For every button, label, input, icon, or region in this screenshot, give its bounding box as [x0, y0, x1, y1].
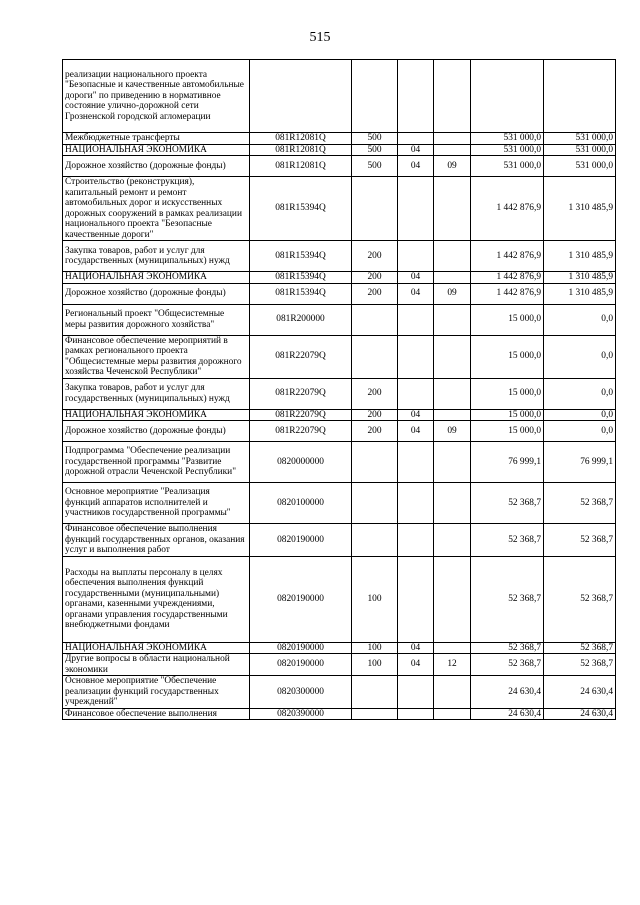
cell-pr: [434, 335, 471, 378]
cell-rz: 04: [398, 421, 434, 442]
cell-rz: [398, 60, 434, 133]
cell-v1: 15 000,0: [471, 304, 544, 335]
cell-rz: [398, 133, 434, 145]
cell-vr: [352, 483, 398, 524]
cell-v1: 15 000,0: [471, 335, 544, 378]
cell-v2: 52 368,7: [544, 642, 616, 654]
cell-v2: 1 310 485,9: [544, 241, 616, 272]
cell-name: НАЦИОНАЛЬНАЯ ЭКОНОМИКА: [63, 272, 250, 284]
cell-vr: [352, 335, 398, 378]
cell-name: Расходы на выплаты персоналу в целях обеспечения выполнения функций государственными (муниципальными) органами, казенными учреждениями, органами управления государственными внебюджетными фондами: [63, 556, 250, 642]
table-row: [63, 409, 616, 421]
cell-pr: [434, 556, 471, 642]
cell-v1: 24 630,4: [471, 676, 544, 709]
cell-pr: [434, 241, 471, 272]
cell-rz: [398, 241, 434, 272]
cell-vr: 100: [352, 556, 398, 642]
cell-name: Финансовое обеспечение мероприятий в рамках регионального проекта "Общесистемные меры развития дорожного хозяйства Чеченской Республики": [63, 335, 250, 378]
page-number: 515: [309, 30, 331, 45]
cell-code: 081R22079Q: [250, 335, 352, 378]
cell-rz: [398, 378, 434, 409]
cell-code: 081R12081Q: [250, 156, 352, 177]
cell-name: Дорожное хозяйство (дорожные фонды): [63, 421, 250, 442]
cell-v1: 1 442 876,9: [471, 177, 544, 241]
cell-v2: 76 999,1: [544, 442, 616, 483]
cell-vr: 200: [352, 272, 398, 284]
cell-pr: 09: [434, 421, 471, 442]
table-row: [63, 442, 616, 483]
cell-code: 081R12081Q: [250, 144, 352, 156]
table-row: [63, 524, 616, 557]
cell-vr: 100: [352, 654, 398, 676]
cell-code: 081R15394Q: [250, 177, 352, 241]
cell-vr: [352, 524, 398, 557]
cell-v1: 531 000,0: [471, 144, 544, 156]
cell-vr: [352, 708, 398, 720]
cell-v1: 52 368,7: [471, 642, 544, 654]
cell-rz: 04: [398, 283, 434, 304]
cell-code: 081R22079Q: [250, 409, 352, 421]
cell-v1: [471, 60, 544, 133]
cell-v2: 0,0: [544, 409, 616, 421]
cell-v2: 531 000,0: [544, 156, 616, 177]
cell-vr: [352, 442, 398, 483]
cell-name: НАЦИОНАЛЬНАЯ ЭКОНОМИКА: [63, 642, 250, 654]
cell-code: 081R12081Q: [250, 133, 352, 145]
table-row: [63, 335, 616, 378]
cell-pr: 09: [434, 283, 471, 304]
cell-rz: [398, 304, 434, 335]
table-row: [63, 177, 616, 241]
cell-pr: [434, 133, 471, 145]
cell-code: 081R22079Q: [250, 421, 352, 442]
cell-name: Закупка товаров, работ и услуг для государственных (муниципальных) нужд: [63, 241, 250, 272]
cell-name: Основное мероприятие "Обеспечение реализации функций государственных учреждений": [63, 676, 250, 709]
cell-v1: 1 442 876,9: [471, 241, 544, 272]
cell-name: Межбюджетные трансферты: [63, 133, 250, 145]
cell-pr: [434, 60, 471, 133]
cell-code: 081R200000: [250, 304, 352, 335]
cell-vr: 200: [352, 421, 398, 442]
cell-pr: 12: [434, 654, 471, 676]
cell-name: Дорожное хозяйство (дорожные фонды): [63, 156, 250, 177]
cell-code: 081R22079Q: [250, 378, 352, 409]
cell-code: 0820190000: [250, 654, 352, 676]
cell-v1: 52 368,7: [471, 524, 544, 557]
cell-pr: [434, 144, 471, 156]
cell-rz: 04: [398, 144, 434, 156]
cell-code: 0820190000: [250, 556, 352, 642]
cell-vr: [352, 177, 398, 241]
table-row: [63, 378, 616, 409]
table-row: [63, 133, 616, 145]
cell-v1: 15 000,0: [471, 409, 544, 421]
cell-vr: 100: [352, 642, 398, 654]
cell-pr: [434, 304, 471, 335]
table-row: [63, 283, 616, 304]
cell-rz: [398, 708, 434, 720]
cell-vr: [352, 676, 398, 709]
cell-name: НАЦИОНАЛЬНАЯ ЭКОНОМИКА: [63, 409, 250, 421]
cell-pr: [434, 642, 471, 654]
cell-pr: [434, 676, 471, 709]
cell-name: реализации национального проекта "Безопасные и качественные автомобильные дороги" по приведению в нормативное состояние улично-дорожной сети Грозненской городской агломерации: [63, 60, 250, 133]
cell-rz: [398, 442, 434, 483]
cell-code: 0820000000: [250, 442, 352, 483]
cell-vr: 500: [352, 133, 398, 145]
cell-vr: 200: [352, 241, 398, 272]
cell-vr: 200: [352, 283, 398, 304]
cell-rz: 04: [398, 654, 434, 676]
cell-v1: 52 368,7: [471, 483, 544, 524]
table-row: [63, 156, 616, 177]
cell-rz: 04: [398, 409, 434, 421]
cell-v2: 531 000,0: [544, 144, 616, 156]
cell-code: 0820190000: [250, 642, 352, 654]
cell-code: 0820190000: [250, 524, 352, 557]
cell-v2: 52 368,7: [544, 524, 616, 557]
cell-pr: [434, 524, 471, 557]
cell-v1: 24 630,4: [471, 708, 544, 720]
cell-vr: 500: [352, 144, 398, 156]
table-row: [63, 483, 616, 524]
cell-name: Основное мероприятие "Реализация функций аппаратов исполнителей и участников государственной программы": [63, 483, 250, 524]
table-row: [63, 556, 616, 642]
cell-name: Региональный проект "Общесистемные меры развития дорожного хозяйства": [63, 304, 250, 335]
cell-v2: 1 310 485,9: [544, 283, 616, 304]
cell-v1: 15 000,0: [471, 378, 544, 409]
cell-v2: 1 310 485,9: [544, 272, 616, 284]
cell-name: Другие вопросы в области национальной экономики: [63, 654, 250, 676]
cell-v2: 0,0: [544, 335, 616, 378]
cell-rz: 04: [398, 156, 434, 177]
cell-v2: [544, 60, 616, 133]
cell-v2: 52 368,7: [544, 483, 616, 524]
cell-pr: [434, 177, 471, 241]
table-row: [63, 144, 616, 156]
cell-code: 081R15394Q: [250, 241, 352, 272]
cell-v2: 531 000,0: [544, 133, 616, 145]
cell-v1: 15 000,0: [471, 421, 544, 442]
cell-v1: 76 999,1: [471, 442, 544, 483]
cell-vr: 200: [352, 409, 398, 421]
cell-rz: [398, 676, 434, 709]
cell-name: Закупка товаров, работ и услуг для государственных (муниципальных) нужд: [63, 378, 250, 409]
cell-name: Строительство (реконструкция), капитальный ремонт и ремонт автомобильных дорог и искусственных дорожных сооружений в рамках реализации национального проекта "Безопасные качественные дороги": [63, 177, 250, 241]
table-row: [63, 654, 616, 676]
table-row: [63, 676, 616, 709]
cell-pr: [434, 483, 471, 524]
cell-v1: 52 368,7: [471, 654, 544, 676]
cell-v2: 0,0: [544, 421, 616, 442]
budget-table: [62, 59, 616, 720]
cell-pr: [434, 409, 471, 421]
table-row: [63, 272, 616, 284]
cell-name: Финансовое обеспечение выполнения: [63, 708, 250, 720]
cell-rz: [398, 483, 434, 524]
cell-vr: 500: [352, 156, 398, 177]
cell-name: Подпрограмма "Обеспечение реализации государственной программы "Развитие дорожной отрасли Чеченской Республики": [63, 442, 250, 483]
cell-vr: 200: [352, 378, 398, 409]
cell-code: 0820100000: [250, 483, 352, 524]
table-row: [63, 60, 616, 133]
cell-pr: 09: [434, 156, 471, 177]
cell-rz: 04: [398, 272, 434, 284]
cell-rz: [398, 556, 434, 642]
cell-v1: 1 442 876,9: [471, 272, 544, 284]
table-row: [63, 421, 616, 442]
cell-v1: 52 368,7: [471, 556, 544, 642]
cell-vr: [352, 304, 398, 335]
cell-v2: 24 630,4: [544, 708, 616, 720]
cell-name: НАЦИОНАЛЬНАЯ ЭКОНОМИКА: [63, 144, 250, 156]
table-row: [63, 241, 616, 272]
table-row: [63, 708, 616, 720]
cell-code: 0820300000: [250, 676, 352, 709]
table-row: [63, 642, 616, 654]
cell-pr: [434, 272, 471, 284]
cell-pr: [434, 708, 471, 720]
cell-rz: 04: [398, 642, 434, 654]
cell-name: Финансовое обеспечение выполнения функций государственных органов, оказания услуг и выполнения работ: [63, 524, 250, 557]
cell-v2: 1 310 485,9: [544, 177, 616, 241]
cell-rz: [398, 524, 434, 557]
cell-v2: 52 368,7: [544, 654, 616, 676]
cell-name: Дорожное хозяйство (дорожные фонды): [63, 283, 250, 304]
cell-v2: 0,0: [544, 304, 616, 335]
cell-code: 081R15394Q: [250, 272, 352, 284]
cell-code: 081R15394Q: [250, 283, 352, 304]
cell-code: 0820390000: [250, 708, 352, 720]
table-row: [63, 304, 616, 335]
cell-v2: 24 630,4: [544, 676, 616, 709]
cell-code: [250, 60, 352, 133]
cell-v2: 0,0: [544, 378, 616, 409]
cell-v1: 1 442 876,9: [471, 283, 544, 304]
cell-rz: [398, 177, 434, 241]
cell-v2: 52 368,7: [544, 556, 616, 642]
cell-v1: 531 000,0: [471, 133, 544, 145]
cell-pr: [434, 378, 471, 409]
cell-rz: [398, 335, 434, 378]
cell-v1: 531 000,0: [471, 156, 544, 177]
cell-vr: [352, 60, 398, 133]
cell-pr: [434, 442, 471, 483]
